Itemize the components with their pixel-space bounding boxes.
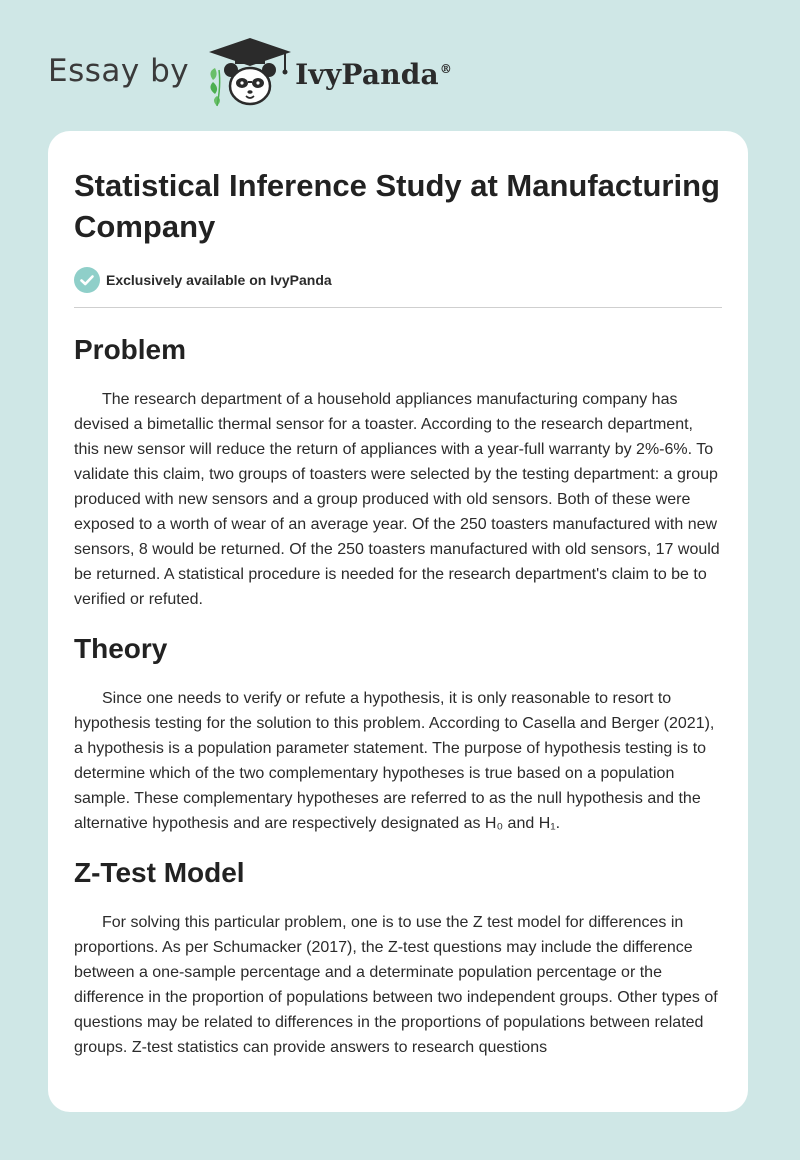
brand-header[interactable] — [48, 36, 452, 108]
title-divider — [74, 307, 722, 308]
section-paragraph: For solving this particular problem, one is to use the Z test model for differences in proportions. As per Schumacker (2017), the Z-test questions may include the difference between a one-sample percentage and a determinate population percentage or the difference in the proportion of populations between two independent groups. Other types of questions may be related to differences in the proportions of populations between related groups. Z-test statistics can provide answers to research questions — [74, 914, 718, 1056]
brand-prefix: Essay by — [48, 53, 190, 89]
section-paragraph: The research department of a household appliances manufacturing company has devised a bimetallic thermal sensor for a toaster. According to the research department, this new sensor will reduce the return of appliances with a year-full warranty by 2%-6%. To validate this claim, two groups of toasters were selected by the testing department: a group produced with new sensors and a group produced with old sensors. Both of these were exposed to a worth of wear of an average year. Of the 250 toasters manufactured with new sensors, 8 would be returned. Of the 250 toasters manufactured with old sensors, 17 would be returned. A statistical procedure is needed for the research department's claim to be to verified or refuted. — [74, 391, 720, 608]
article-content — [48, 131, 748, 1060]
brand-name — [295, 58, 452, 91]
section-paragraph: Since one needs to verify or refute a hypothesis, it is only reasonable to resort to hypothesis testing for the solution to this problem. According to Casella and Berger (2021), a hypothesis is a population parameter statement. The purpose of hypothesis testing is to determine which of the two complementary hypotheses is true based on a population sample. These complementary hypotheses are referred to as the null hypothesis and the alternative hypothesis and are respectively designated as H₀ and H₁. — [74, 690, 715, 832]
section-heading: Z-Test Model — [74, 857, 245, 888]
section-heading: Theory — [74, 633, 168, 664]
panda-graduate-logo-icon — [205, 36, 295, 108]
brand-name-text: IvyPanda — [295, 57, 439, 91]
section-problem — [74, 333, 722, 612]
section-heading: Problem — [74, 334, 187, 365]
exclusive-badge-text: Exclusively available on IvyPanda — [106, 272, 332, 288]
page-title: Statistical Inference Study at Manufacturing Company — [74, 168, 720, 244]
article-card — [48, 131, 748, 1112]
section-theory — [74, 632, 722, 836]
check-circle-icon — [74, 267, 100, 293]
brand-registered-mark: ® — [439, 62, 453, 77]
exclusive-badge — [74, 267, 722, 293]
section-z-test-model — [74, 856, 722, 1060]
